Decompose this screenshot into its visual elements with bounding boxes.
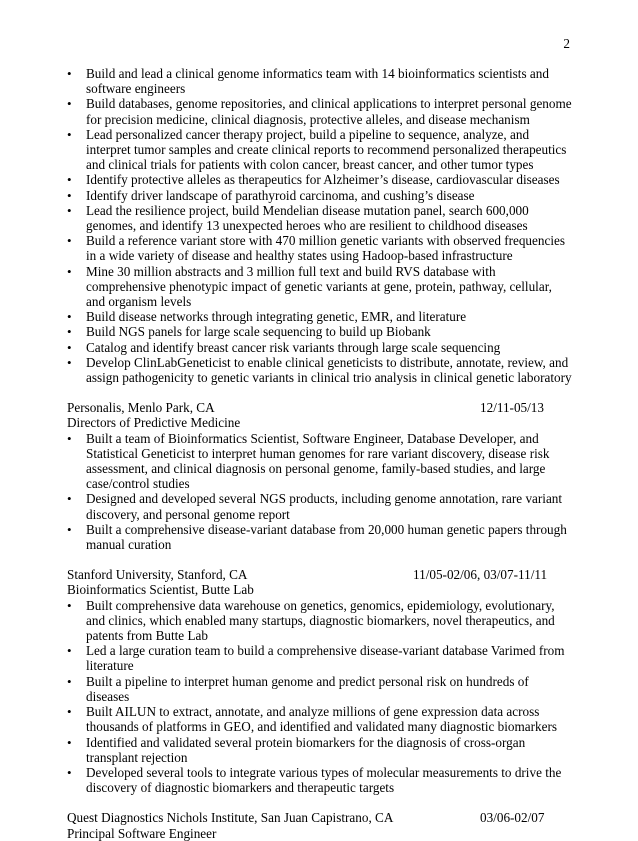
job-title: Principal Software Engineer xyxy=(67,825,217,841)
employment-dates: 12/11-05/13 xyxy=(480,400,544,416)
list-item: • Build NGS panels for large scale sequencing to build up Biobank xyxy=(67,324,572,339)
list-item: • Built a comprehensive disease-variant database from 20,000 human genetic papers through manual curation xyxy=(67,522,572,552)
list-item: • Develop ClinLabGeneticist to enable clinical geneticists to distribute, annotate, review, and assign pathogenicity to genetic variants in clinical trio analysis in clinical genetic laboratory xyxy=(67,355,572,385)
list-item: • Built a pipeline to interpret human genome and predict personal risk on hundreds of diseases xyxy=(67,674,572,704)
job-stanford xyxy=(67,567,572,795)
list-item: • Lead the resilience project, build Mendelian disease mutation panel, search 600,000 genomes, and identify 13 unexpected heroes who are resilient to childhood diseases xyxy=(67,203,572,233)
page-content xyxy=(67,66,572,841)
employer-name: Stanford University, Stanford, CA xyxy=(67,567,248,583)
employer-name: Quest Diagnostics Nichols Institute, San Juan Capistrano, CA xyxy=(67,810,394,826)
list-item: • Built AILUN to extract, annotate, and analyze millions of gene expression data across thousands of platforms in GEO, and identified and validated many diagnostic biomarkers xyxy=(67,704,572,734)
list-item: • Led a large curation team to build a comprehensive disease-variant database Varimed from literature xyxy=(67,643,572,673)
list-item: • Build a reference variant store with 470 million genetic variants with observed frequencies in a wide variety of disease and healthy states using Hadoop-based infrastructure xyxy=(67,233,572,263)
list-item: • Built comprehensive data warehouse on genetics, genomics, epidemiology, evolutionary, and clinics, which enabled many startups, diagnostic biomarkers, novel therapeutics, and patents from Butte Lab xyxy=(67,598,572,644)
job-bullet-list xyxy=(67,431,572,553)
job-header xyxy=(67,400,572,415)
job-title: Directors of Predictive Medicine xyxy=(67,415,241,431)
list-item: • Catalog and identify breast cancer risk variants through large scale sequencing xyxy=(67,340,572,355)
list-item: • Built a team of Bioinformatics Scientist, Software Engineer, Database Developer, and Statistical Geneticist to interpret human genomes for rare variant discovery, disease risk assessment, and clinical diagnosis on personal genome, family-based studies, and large case/control studies xyxy=(67,431,572,492)
list-item: • Identify protective alleles as therapeutics for Alzheimer’s disease, cardiovascular diseases xyxy=(67,172,572,187)
job-personalis xyxy=(67,400,572,552)
list-item: • Build and lead a clinical genome informatics team with 14 bioinformatics scientists and software engineers xyxy=(67,66,572,96)
list-item: • Lead personalized cancer therapy project, build a pipeline to sequence, analyze, and interpret tumor samples and create clinical reports to recommend personalized therapeutics and clinical trials for patients with colon cancer, breast cancer, and other tumor types xyxy=(67,127,572,173)
job-header xyxy=(67,567,572,582)
intro-bullet-list xyxy=(67,66,572,385)
job-bullet-list xyxy=(67,598,572,796)
page-number: 2 xyxy=(563,36,570,51)
list-item: • Identified and validated several protein biomarkers for the diagnosis of cross-organ transplant rejection xyxy=(67,735,572,765)
job-title: Bioinformatics Scientist, Butte Lab xyxy=(67,582,254,598)
list-item: • Designed and developed several NGS products, including genome annotation, rare variant discovery, and personal genome report xyxy=(67,491,572,521)
list-item: • Build disease networks through integrating genetic, EMR, and literature xyxy=(67,309,572,324)
job-header xyxy=(67,810,572,825)
list-item: • Build databases, genome repositories, and clinical applications to interpret personal genome for precision medicine, clinical diagnosis, protective alleles, and disease mechanism xyxy=(67,96,572,126)
list-item: • Developed several tools to integrate various types of molecular measurements to drive the discovery of diagnostic biomarkers and therapeutic targets xyxy=(67,765,572,795)
employment-dates: 03/06-02/07 xyxy=(480,810,545,826)
list-item: • Identify driver landscape of parathyroid carcinoma, and cushing’s disease xyxy=(67,188,572,203)
employer-name: Personalis, Menlo Park, CA xyxy=(67,400,215,416)
employment-dates: 11/05-02/06, 03/07-11/11 xyxy=(413,567,548,583)
list-item: • Mine 30 million abstracts and 3 million full text and build RVS database with comprehensive phenotypic impact of genetic variants at gene, protein, pathway, cellular, and organism levels xyxy=(67,264,572,310)
